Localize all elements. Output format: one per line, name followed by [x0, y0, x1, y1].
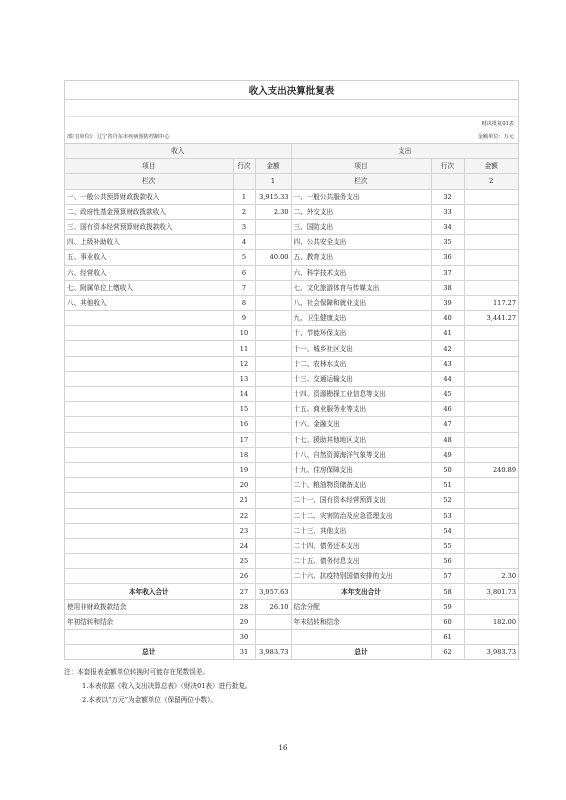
report-frame	[64, 80, 519, 660]
expense-amount-cell	[464, 630, 518, 645]
table-row	[65, 508, 518, 523]
page-number: 16	[278, 744, 288, 752]
expense-line-cell: 55	[431, 538, 464, 553]
expense-amount-cell	[464, 204, 518, 219]
expense-amount-cell: 2.30	[464, 569, 518, 584]
income-amount-cell: 3,915.33	[255, 189, 291, 204]
table-row	[65, 371, 518, 386]
income-item-cell	[65, 493, 233, 508]
expense-amount-cell	[464, 371, 518, 386]
income-item-cell: 七、附属单位上缴收入	[65, 280, 233, 295]
expense-amount-cell	[464, 341, 518, 356]
unit-row	[65, 131, 518, 144]
income-amount-cell	[255, 356, 291, 371]
expense-line-cell: 48	[431, 432, 464, 447]
income-item-cell	[65, 478, 233, 493]
expense-line-cell: 37	[431, 265, 464, 280]
table-row	[65, 265, 518, 280]
income-line-cell: 22	[233, 508, 255, 523]
expense-line-cell: 36	[431, 250, 464, 265]
table-row	[65, 280, 518, 295]
expense-item-cell: 本年支出合计	[291, 584, 431, 599]
expense-item-cell: 结余分配	[291, 599, 431, 614]
income-amount-cell	[255, 371, 291, 386]
income-amount-cell	[255, 523, 291, 538]
expense-item-cell: 三、国防支出	[291, 219, 431, 234]
expense-amount-cell	[464, 402, 518, 417]
expense-item-cell: 十二、农林水支出	[291, 356, 431, 371]
income-item-cell	[65, 432, 233, 447]
income-item-header: 项目	[65, 159, 233, 174]
income-item-cell	[65, 538, 233, 553]
income-amount-cell: 40.00	[255, 250, 291, 265]
table-row	[65, 417, 518, 432]
income-line-cell: 26	[233, 569, 255, 584]
expense-amount-cell: 240.89	[464, 462, 518, 477]
expense-item-cell: 五、教育支出	[291, 250, 431, 265]
table-row	[65, 523, 518, 538]
income-line-cell: 24	[233, 538, 255, 553]
expense-amount-header: 金额	[464, 159, 518, 174]
table-row	[65, 219, 518, 234]
expense-line-cell: 50	[431, 462, 464, 477]
income-amount-cell	[255, 554, 291, 569]
income-line-cell: 16	[233, 417, 255, 432]
expense-line-cell: 35	[431, 235, 464, 250]
expense-line-cell: 38	[431, 280, 464, 295]
income-item-cell	[65, 523, 233, 538]
expense-index-line	[431, 174, 464, 189]
expense-line-cell: 54	[431, 523, 464, 538]
income-item-cell: 三、国有资本经营预算财政拨款收入	[65, 219, 233, 234]
expense-line-cell: 52	[431, 493, 464, 508]
income-line-cell: 13	[233, 371, 255, 386]
income-item-cell	[65, 402, 233, 417]
income-line-cell: 17	[233, 432, 255, 447]
header-row-sections	[65, 144, 518, 159]
table-row	[65, 204, 518, 219]
income-index-label: 栏次	[65, 174, 233, 189]
amount-unit: 金额单位：万元	[477, 134, 514, 140]
table-row	[65, 569, 518, 584]
expense-line-cell: 42	[431, 341, 464, 356]
expense-item-cell: 总计	[291, 645, 431, 660]
expense-amount-cell	[464, 538, 518, 553]
expense-amount-cell	[464, 432, 518, 447]
table-row	[65, 478, 518, 493]
income-amount-cell: 3,983.73	[255, 645, 291, 660]
income-amount-cell	[255, 462, 291, 477]
income-line-cell: 28	[233, 599, 255, 614]
expense-amount-cell: 3,983.73	[464, 645, 518, 660]
expense-line-cell: 43	[431, 356, 464, 371]
table-row	[65, 311, 518, 326]
income-item-cell: 总计	[65, 645, 233, 660]
income-line-cell: 18	[233, 447, 255, 462]
income-line-cell: 9	[233, 311, 255, 326]
income-line-cell: 25	[233, 554, 255, 569]
table-row	[65, 402, 518, 417]
income-line-cell: 7	[233, 280, 255, 295]
expense-line-cell: 59	[431, 599, 464, 614]
income-header: 收入	[65, 144, 291, 159]
income-amount-cell	[255, 508, 291, 523]
expense-item-cell	[291, 630, 431, 645]
expense-line-cell: 61	[431, 630, 464, 645]
note-line: 2.本表以“万元”为金额单位（保留两位小数）。	[82, 696, 218, 704]
income-item-cell: 八、其他收入	[65, 295, 233, 310]
income-amount-cell	[255, 387, 291, 402]
income-amount-cell	[255, 402, 291, 417]
expense-amount-cell	[464, 250, 518, 265]
income-line-cell: 14	[233, 387, 255, 402]
expense-line-header: 行次	[431, 159, 464, 174]
income-line-cell: 27	[233, 584, 255, 599]
income-item-cell	[65, 630, 233, 645]
expense-header: 支出	[291, 144, 518, 159]
expense-amount-cell	[464, 447, 518, 462]
income-amount-cell	[255, 538, 291, 553]
income-line-cell: 6	[233, 265, 255, 280]
income-line-cell: 12	[233, 356, 255, 371]
income-line-cell: 3	[233, 219, 255, 234]
income-expense-table	[65, 144, 518, 659]
expense-amount-cell	[464, 417, 518, 432]
income-item-cell	[65, 387, 233, 402]
income-item-cell	[65, 311, 233, 326]
expense-item-cell: 二十五、债务付息支出	[291, 554, 431, 569]
expense-item-cell: 十三、交通运输支出	[291, 371, 431, 386]
income-amount-cell	[255, 614, 291, 629]
income-item-cell: 五、事业收入	[65, 250, 233, 265]
expense-line-cell: 53	[431, 508, 464, 523]
header-row-index	[65, 174, 518, 189]
expense-index-col: 2	[464, 174, 518, 189]
notes	[64, 665, 524, 707]
income-line-cell: 8	[233, 295, 255, 310]
expense-amount-cell	[464, 523, 518, 538]
income-item-cell	[65, 447, 233, 462]
income-amount-cell	[255, 630, 291, 645]
blank-row	[65, 100, 518, 117]
income-line-cell: 20	[233, 478, 255, 493]
expense-amount-cell	[464, 219, 518, 234]
income-item-cell: 四、上级补助收入	[65, 235, 233, 250]
income-line-cell: 1	[233, 189, 255, 204]
income-item-cell	[65, 417, 233, 432]
note-line: 1.本表依据《收入支出决算总表》（财决01表）进行批复。	[82, 682, 252, 690]
expense-amount-cell: 3,801.73	[464, 584, 518, 599]
expense-line-cell: 46	[431, 402, 464, 417]
table-row	[65, 462, 518, 477]
income-line-cell: 10	[233, 326, 255, 341]
income-line-header: 行次	[233, 159, 255, 174]
income-amount-cell	[255, 326, 291, 341]
expense-line-cell: 39	[431, 295, 464, 310]
note-line: 注：本套报表金额单位转换时可能存在尾数误差。	[64, 668, 210, 676]
table-row	[65, 235, 518, 250]
expense-item-cell: 九、卫生健康支出	[291, 311, 431, 326]
expense-item-cell: 年末结转和结余	[291, 614, 431, 629]
expense-item-header: 项目	[291, 159, 431, 174]
income-amount-cell	[255, 280, 291, 295]
expense-line-cell: 41	[431, 326, 464, 341]
income-line-cell: 5	[233, 250, 255, 265]
table-row	[65, 493, 518, 508]
expense-amount-cell	[464, 508, 518, 523]
income-line-cell: 4	[233, 235, 255, 250]
expense-amount-cell	[464, 478, 518, 493]
expense-item-cell: 十七、援助其他地区支出	[291, 432, 431, 447]
income-line-cell: 19	[233, 462, 255, 477]
income-line-cell: 30	[233, 630, 255, 645]
table-row	[65, 326, 518, 341]
income-index-col: 1	[255, 174, 291, 189]
expense-item-cell: 二十六、抗疫特别国债安排的支出	[291, 569, 431, 584]
table-row	[65, 554, 518, 569]
income-item-cell	[65, 569, 233, 584]
income-item-cell	[65, 341, 233, 356]
income-amount-cell	[255, 493, 291, 508]
expense-item-cell: 二十二、灾害防治及应急管理支出	[291, 508, 431, 523]
expense-item-cell: 二十四、债务还本支出	[291, 538, 431, 553]
income-item-cell	[65, 326, 233, 341]
income-item-cell: 二、政府性基金预算财政拨款收入	[65, 204, 233, 219]
income-amount-cell	[255, 447, 291, 462]
income-line-cell: 2	[233, 204, 255, 219]
expense-amount-cell	[464, 235, 518, 250]
expense-line-cell: 51	[431, 478, 464, 493]
expense-item-cell: 七、文化旅游体育与传媒支出	[291, 280, 431, 295]
expense-item-cell: 十九、住房保障支出	[291, 462, 431, 477]
header-row-columns	[65, 159, 518, 174]
table-row	[65, 645, 518, 660]
income-amount-cell	[255, 569, 291, 584]
income-amount-cell	[255, 478, 291, 493]
expense-amount-cell: 182.00	[464, 614, 518, 629]
income-amount-cell	[255, 219, 291, 234]
expense-line-cell: 60	[431, 614, 464, 629]
expense-line-cell: 47	[431, 417, 464, 432]
income-line-cell: 21	[233, 493, 255, 508]
department-label: 部门(单位)：辽宁省丹东市疾病预防控制中心	[67, 134, 170, 140]
table-row	[65, 356, 518, 371]
expense-item-cell: 二十一、国有资本经营预算支出	[291, 493, 431, 508]
expense-line-cell: 58	[431, 584, 464, 599]
income-line-cell: 29	[233, 614, 255, 629]
table-row	[65, 447, 518, 462]
income-item-cell: 一、一般公共预算财政拨款收入	[65, 189, 233, 204]
expense-line-cell: 62	[431, 645, 464, 660]
income-amount-cell	[255, 341, 291, 356]
table-row	[65, 295, 518, 310]
income-line-cell: 23	[233, 523, 255, 538]
income-item-cell	[65, 371, 233, 386]
expense-amount-cell	[464, 387, 518, 402]
income-item-cell	[65, 356, 233, 371]
income-item-cell: 六、经营收入	[65, 265, 233, 280]
expense-item-cell: 八、社会保障和就业支出	[291, 295, 431, 310]
income-amount-cell	[255, 295, 291, 310]
income-amount-cell	[255, 417, 291, 432]
table-row	[65, 584, 518, 599]
expense-line-cell: 44	[431, 371, 464, 386]
income-item-cell	[65, 554, 233, 569]
expense-amount-cell	[464, 356, 518, 371]
expense-item-cell: 二、外交支出	[291, 204, 431, 219]
expense-amount-cell	[464, 265, 518, 280]
table-row	[65, 630, 518, 645]
expense-item-cell: 一、一般公共服务支出	[291, 189, 431, 204]
expense-item-cell: 二十三、其他支出	[291, 523, 431, 538]
expense-item-cell: 十六、金融支出	[291, 417, 431, 432]
expense-line-cell: 33	[431, 204, 464, 219]
expense-amount-cell	[464, 554, 518, 569]
expense-item-cell: 十五、商业服务业等支出	[291, 402, 431, 417]
expense-line-cell: 56	[431, 554, 464, 569]
expense-index-label: 栏次	[291, 174, 431, 189]
income-line-cell: 11	[233, 341, 255, 356]
income-index-line	[233, 174, 255, 189]
expense-amount-cell: 3,441.27	[464, 311, 518, 326]
table-row	[65, 341, 518, 356]
income-amount-cell	[255, 265, 291, 280]
expense-item-cell: 六、科学技术支出	[291, 265, 431, 280]
expense-line-cell: 57	[431, 569, 464, 584]
form-number: 财决批复01表	[481, 121, 514, 127]
expense-item-cell: 十八、自然资源海洋气象等支出	[291, 447, 431, 462]
income-amount-cell	[255, 235, 291, 250]
expense-amount-cell	[464, 493, 518, 508]
income-amount-cell: 3,957.63	[255, 584, 291, 599]
expense-line-cell: 32	[431, 189, 464, 204]
expense-line-cell: 34	[431, 219, 464, 234]
income-amount-cell: 26.10	[255, 599, 291, 614]
income-line-cell: 15	[233, 402, 255, 417]
expense-item-cell: 十四、资源勘探工业信息等支出	[291, 387, 431, 402]
income-item-cell: 使用非财政拨款结余	[65, 599, 233, 614]
table-row	[65, 432, 518, 447]
income-item-cell	[65, 462, 233, 477]
expense-amount-cell: 117.27	[464, 295, 518, 310]
expense-item-cell: 十、节能环保支出	[291, 326, 431, 341]
expense-item-cell: 二十、粮油物资储备支出	[291, 478, 431, 493]
income-item-cell	[65, 508, 233, 523]
table-row	[65, 599, 518, 614]
report-title: 收入支出决算批复表	[65, 81, 518, 100]
expense-amount-cell	[464, 189, 518, 204]
income-item-cell: 年初结转和结余	[65, 614, 233, 629]
expense-line-cell: 40	[431, 311, 464, 326]
table-row	[65, 614, 518, 629]
income-item-cell: 本年收入合计	[65, 584, 233, 599]
income-amount-cell: 2.30	[255, 204, 291, 219]
expense-amount-cell	[464, 280, 518, 295]
income-line-cell: 31	[233, 645, 255, 660]
income-amount-cell	[255, 311, 291, 326]
table-row	[65, 250, 518, 265]
table-row	[65, 538, 518, 553]
income-amount-cell	[255, 432, 291, 447]
expense-line-cell: 45	[431, 387, 464, 402]
expense-item-cell: 四、公共安全支出	[291, 235, 431, 250]
expense-amount-cell	[464, 326, 518, 341]
expense-item-cell: 十一、城乡社区支出	[291, 341, 431, 356]
table-row	[65, 189, 518, 204]
expense-amount-cell	[464, 599, 518, 614]
expense-line-cell: 49	[431, 447, 464, 462]
table-row	[65, 387, 518, 402]
income-amount-header: 金额	[255, 159, 291, 174]
